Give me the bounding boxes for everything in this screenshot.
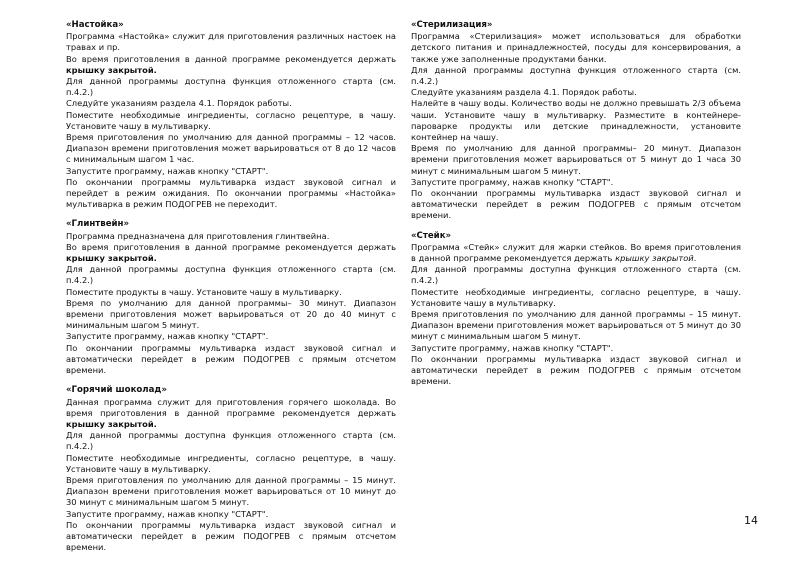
instruction-paragraph [66, 54, 396, 76]
text-run: Во время приготовления в данной программе рекомендуется держать [66, 53, 396, 64]
instruction-paragraph [66, 397, 396, 431]
instruction-paragraph [411, 87, 741, 98]
instruction-paragraph [411, 98, 741, 143]
text-run: По окончании программы мультиварка издаст звуковой сигнал и автоматически перейдет в режим ПОДОГРЕВ с прямым отсчетом времени. [411, 353, 741, 387]
instruction-paragraph [411, 143, 741, 177]
text-run: По окончании программы мультиварка издаст звуковой сигнал и автоматически перейдет в режим ПОДОГРЕВ с прямым отсчетом времени. [411, 188, 741, 221]
text-run: Запустите программу, нажав кнопку "СТАРТ". [66, 331, 269, 342]
text-run: Запустите программу, нажав кнопку "СТАРТ". [411, 176, 614, 187]
instruction-paragraph [66, 475, 396, 509]
instruction-paragraph [66, 331, 396, 342]
instruction-paragraph [66, 343, 396, 377]
instruction-paragraph [411, 177, 741, 188]
emphasis-bold: крышку закрытой. [66, 253, 157, 264]
text-run: Запустите программу, нажав кнопку "СТАРТ". [66, 508, 269, 519]
instruction-paragraph [411, 354, 741, 388]
text-run: По окончании программы мультиварка издаст звуковой сигнал и автоматически перейдет в режим ПОДОГРЕВ с прямым отсчетом времени. [66, 519, 396, 553]
text-run: Поместите необходимые ингредиенты, согласно рецептуре, в чашу. Установите чашу в мультиварку. [66, 109, 396, 131]
emphasis-italic: крышку закрытой [615, 253, 694, 264]
text-run: Программа «Стейк» служит для жарки стейков. Во время приготовления в данной программе рекомендуется держать [411, 241, 741, 264]
text-run: Для данной программы доступна функция отложенного старта (см. п.4.2.) [66, 264, 396, 286]
text-run: Время приготовления по умолчанию для данной программы – 12 часов. Диапазон времени приготовления может варьироваться от 8 до 12 часов с минимальным шагом 1 час. [66, 132, 396, 165]
text-run: Программа «Стерилизация» может использоваться для обработки детского питания и принадлежностей, посуды для консервирования, а также уже заполненные продуктами банки. [411, 31, 741, 64]
text-run: Запустите программу, нажав кнопку "СТАРТ". [66, 165, 269, 176]
text-run: Поместите необходимые ингредиенты, согласно рецептуре, в чашу. Установите чашу в мультиварку. [411, 286, 741, 308]
text-run: Налейте в чашу воды. Количество воды не должно превышать 2/3 объема чаши. Установите чашу в мультиварку. Разместите в контейнере-пароварке продукты или детские принадлежности, установите контейнер на чашу. [411, 98, 741, 143]
text-run: Время приготовления по умолчанию для данной программы – 15 минут. Диапазон времени приготовления может варьироваться от 10 минут до 30 минут с минимальным шагом 5 минут. [66, 474, 396, 508]
text-run: Для данной программы доступна функция отложенного старта (см. п.4.2.) [411, 64, 741, 87]
program-section [411, 20, 741, 222]
instruction-paragraph [411, 65, 741, 87]
instruction-paragraph [411, 264, 741, 286]
text-run: Время по умолчанию для данной программы– 30 минут. Диапазон времени приготовления может варьироваться от 20 до 40 минут с минимальным шагом 5 минут. [66, 297, 396, 331]
instruction-paragraph [411, 188, 741, 222]
program-section [411, 231, 741, 388]
text-run: Для данной программы доступна функция отложенного старта (см. п.4.2.) [66, 76, 396, 98]
instruction-paragraph [411, 242, 741, 264]
section-heading: «Настойка» [66, 20, 124, 30]
text-run: По окончании программы мультиварка издаст звуковой сигнал и автоматически перейдет в режим ПОДОГРЕВ с прямым отсчетом времени. [66, 342, 396, 376]
instruction-paragraph [66, 31, 396, 53]
instruction-paragraph [66, 509, 396, 520]
program-section [66, 219, 396, 376]
instruction-paragraph [66, 430, 396, 452]
instruction-paragraph [66, 298, 396, 332]
instruction-paragraph [411, 343, 741, 354]
instruction-paragraph [66, 264, 396, 286]
text-run: . [693, 253, 697, 264]
instruction-paragraph [66, 166, 396, 177]
text-run: Поместите необходимые ингредиенты, согласно рецептуре, в чашу. Установите чашу в мультиварку. [66, 452, 396, 474]
instruction-paragraph [66, 132, 396, 166]
instruction-paragraph [411, 287, 741, 309]
text-run: Программа «Настойка» служит для приготовления различных настоек на травах и пр. [66, 31, 396, 53]
text-run: Программа предназначена для приготовления глинтвейна. [66, 230, 330, 241]
instruction-paragraph [411, 309, 741, 343]
text-run: Поместите продукты в чашу. Установите чашу в мультиварку. [66, 286, 342, 297]
section-heading: «Горячий шоколад» [66, 385, 167, 396]
text-run: По окончании программы мультиварка издаст звуковой сигнал и перейдет в режим ожидания. По окончании программы «Настойка» мультиварка в режим ПОДОГРЕВ не переходит. [66, 176, 396, 210]
instruction-paragraph [66, 177, 396, 211]
left-column [66, 20, 396, 562]
text-run: Для данной программы доступна функция отложенного старта (см. п.4.2.) [411, 264, 741, 286]
text-run: Время по умолчанию для данной программы– 20 минут. Диапазон времени приготовления может варьироваться от 5 минут до 1 часа 30 минут с минимальным шагом 5 минут. [411, 143, 741, 176]
instruction-paragraph [411, 31, 741, 65]
instruction-paragraph [66, 287, 396, 298]
section-heading: «Стейк» [411, 230, 452, 241]
instruction-paragraph [66, 231, 396, 242]
section-heading: «Глинтвейн» [66, 219, 130, 230]
page-number: 14 [744, 514, 758, 527]
instruction-paragraph [66, 453, 396, 475]
emphasis-bold: крышку закрытой. [66, 64, 157, 75]
text-run: Данная программа служит для приготовления горячего шоколада. Во время приготовления в данной программе рекомендуется держать [66, 396, 396, 418]
right-column [411, 20, 741, 397]
program-section [66, 385, 396, 553]
text-run: Для данной программы доступна функция отложенного старта (см. п.4.2.) [66, 430, 396, 452]
text-run: Во время приготовления в данной программе рекомендуется держать [66, 241, 396, 252]
instruction-paragraph [66, 110, 396, 132]
instruction-paragraph [66, 520, 396, 554]
instruction-paragraph [66, 242, 396, 264]
instruction-paragraph [66, 76, 396, 98]
instruction-paragraph [66, 98, 396, 109]
text-run: Следуйте указаниям раздела 4.1. Порядок работы. [411, 87, 637, 98]
section-heading: «Стерилизация» [411, 20, 493, 30]
text-run: Запустите программу, нажав кнопку "СТАРТ". [411, 342, 614, 353]
emphasis-bold: крышку закрытой. [66, 418, 157, 429]
text-run: Время приготовления по умолчанию для данной программы – 15 минут. Диапазон времени приготовления может варьироваться от 5 минут до 30 минут с минимальным шагом 5 минут. [411, 309, 741, 342]
text-run: Следуйте указаниям раздела 4.1. Порядок работы. [66, 98, 292, 109]
program-section [66, 20, 396, 210]
